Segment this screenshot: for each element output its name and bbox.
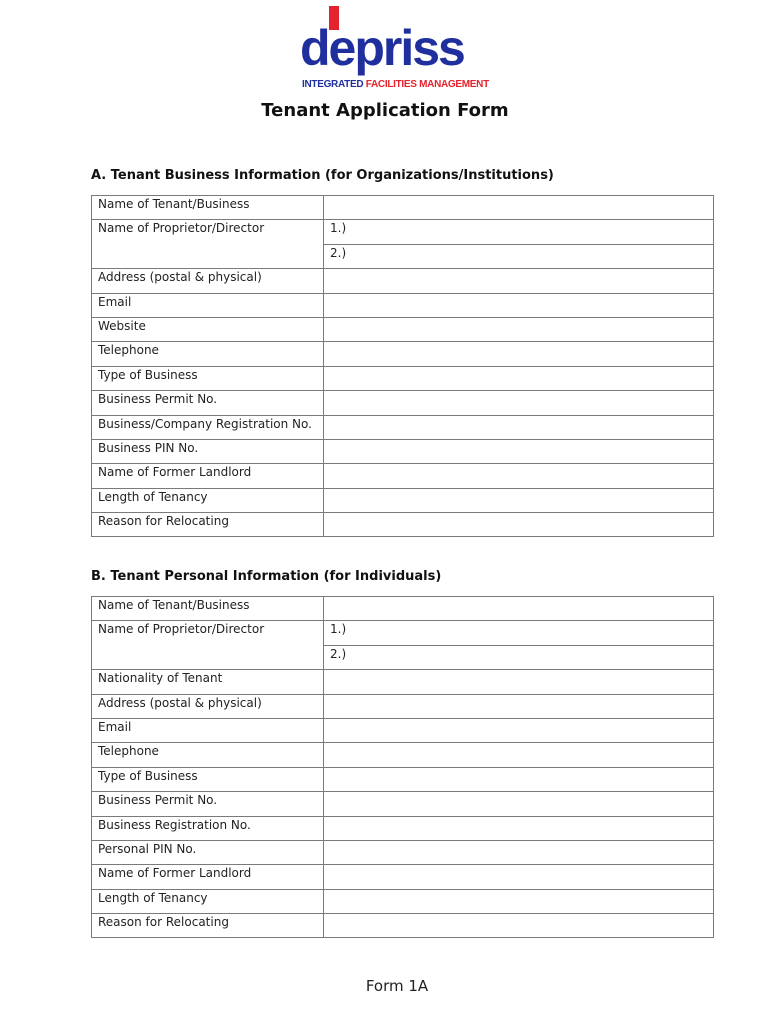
table-row	[92, 439, 714, 463]
table-row	[92, 670, 714, 694]
field-value-cell[interactable]	[324, 464, 714, 488]
field-label: Business Registration No.	[92, 816, 324, 840]
field-value-cell[interactable]	[324, 513, 714, 537]
table-row	[92, 743, 714, 767]
field-label: Business Permit No.	[92, 792, 324, 816]
field-value-cell[interactable]	[324, 743, 714, 767]
table-row	[92, 816, 714, 840]
table-row	[92, 865, 714, 889]
field-value-cell[interactable]	[324, 694, 714, 718]
field-value-cell[interactable]	[324, 488, 714, 512]
field-value-cell[interactable]	[324, 889, 714, 913]
field-label: Length of Tenancy	[92, 488, 324, 512]
logo-tagline-part1: INTEGRATED	[302, 79, 364, 90]
table-row	[92, 840, 714, 864]
table-row	[92, 488, 714, 512]
table-row	[92, 792, 714, 816]
table-row	[92, 889, 714, 913]
table-row	[92, 694, 714, 718]
field-value-cell[interactable]	[324, 196, 714, 220]
table-row	[92, 597, 714, 621]
company-logo	[300, 6, 490, 94]
field-label: Telephone	[92, 342, 324, 366]
field-label: Name of Proprietor/Director	[92, 621, 324, 670]
field-value-cell[interactable]	[324, 391, 714, 415]
table-row	[92, 718, 714, 742]
table-row	[92, 914, 714, 938]
table-row	[92, 293, 714, 317]
section-a-heading: A. Tenant Business Information (for Organizations/Institutions)	[91, 168, 554, 183]
field-label: Email	[92, 718, 324, 742]
field-value-cell[interactable]	[324, 317, 714, 341]
field-label: Name of Former Landlord	[92, 464, 324, 488]
logo-wordmark: depriss	[300, 20, 464, 76]
table-row	[92, 513, 714, 537]
table-row	[92, 342, 714, 366]
section-b-table	[91, 596, 714, 938]
field-label: Website	[92, 317, 324, 341]
field-value-cell[interactable]: 2.)	[324, 244, 714, 268]
field-label: Name of Proprietor/Director	[92, 220, 324, 269]
field-value-cell[interactable]	[324, 840, 714, 864]
field-label: Name of Tenant/Business	[92, 196, 324, 220]
form-number: Form 1A	[365, 977, 429, 995]
field-value-cell[interactable]	[324, 792, 714, 816]
table-row	[92, 391, 714, 415]
field-value-cell[interactable]	[324, 670, 714, 694]
field-value-cell[interactable]	[324, 718, 714, 742]
field-label: Reason for Relocating	[92, 513, 324, 537]
field-value-cell[interactable]: 2.)	[324, 645, 714, 669]
field-label: Address (postal & physical)	[92, 694, 324, 718]
field-label: Business PIN No.	[92, 439, 324, 463]
table-row	[92, 269, 714, 293]
field-label: Nationality of Tenant	[92, 670, 324, 694]
field-label: Length of Tenancy	[92, 889, 324, 913]
field-value-cell[interactable]	[324, 415, 714, 439]
table-row	[92, 621, 714, 645]
field-label: Type of Business	[92, 366, 324, 390]
field-label: Reason for Relocating	[92, 914, 324, 938]
field-value-cell[interactable]	[324, 366, 714, 390]
table-row	[92, 464, 714, 488]
field-label: Type of Business	[92, 767, 324, 791]
field-value-cell[interactable]	[324, 269, 714, 293]
field-value-cell[interactable]	[324, 816, 714, 840]
field-label: Email	[92, 293, 324, 317]
field-value-cell[interactable]	[324, 439, 714, 463]
field-value-cell[interactable]: 1.)	[324, 220, 714, 244]
field-label: Address (postal & physical)	[92, 269, 324, 293]
section-b-heading: B. Tenant Personal Information (for Individuals)	[91, 569, 442, 584]
section-a-table	[91, 195, 714, 537]
field-value-cell[interactable]	[324, 767, 714, 791]
logo-tagline-part2: FACILITIES MANAGEMENT	[365, 79, 489, 90]
field-value-cell[interactable]: 1.)	[324, 621, 714, 645]
table-row	[92, 220, 714, 244]
field-label: Personal PIN No.	[92, 840, 324, 864]
field-value-cell[interactable]	[324, 342, 714, 366]
table-row	[92, 317, 714, 341]
table-row	[92, 767, 714, 791]
field-label: Business/Company Registration No.	[92, 415, 324, 439]
field-value-cell[interactable]	[324, 914, 714, 938]
field-label: Business Permit No.	[92, 391, 324, 415]
field-value-cell[interactable]	[324, 597, 714, 621]
table-row	[92, 366, 714, 390]
field-label: Name of Former Landlord	[92, 865, 324, 889]
table-row	[92, 196, 714, 220]
field-label: Telephone	[92, 743, 324, 767]
field-label: Name of Tenant/Business	[92, 597, 324, 621]
field-value-cell[interactable]	[324, 293, 714, 317]
page-title: Tenant Application Form	[261, 100, 509, 121]
table-row	[92, 415, 714, 439]
logo-tagline	[302, 79, 489, 90]
field-value-cell[interactable]	[324, 865, 714, 889]
